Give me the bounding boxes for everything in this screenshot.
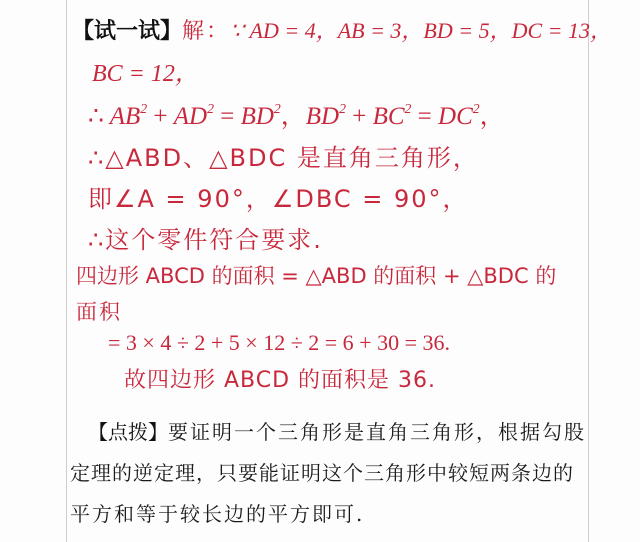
plus-2: +	[345, 103, 373, 130]
term-bc: BC	[372, 103, 405, 130]
solution-line-1	[72, 20, 612, 43]
solution-line-3	[88, 101, 505, 130]
square-ad: 2	[207, 101, 214, 116]
term-ad: AD	[173, 103, 208, 130]
separator: ，	[280, 103, 306, 130]
solution-line-4: ∴△ABD、△BDC 是直角三角形，	[88, 144, 479, 172]
try-it-tag: 【试一试】	[72, 19, 183, 44]
tip-line-2: 定理的逆定理，只要能证明这个三角形中较短两条边的	[70, 461, 574, 485]
solution-line-6: ∴这个零件符合要求.	[88, 226, 323, 254]
solution-line-8: 面积	[76, 300, 122, 324]
tip-text-1: 要证明一个三角形是直角三角形，根据勾股	[168, 420, 586, 444]
tip-line-1	[88, 422, 586, 442]
solution-line-7: 四边形 ABCD 的面积 = △ABD 的面积 + △BDC 的	[76, 264, 557, 288]
solution-line-2: BC = 12，	[92, 61, 199, 87]
term-ab: AB	[109, 103, 141, 130]
term-bd: BD	[240, 103, 274, 130]
square-bc: 2	[404, 101, 412, 116]
square-ab: 2	[140, 101, 148, 116]
equals-1: =	[213, 103, 241, 130]
solution-line-10: 故四边形 ABCD 的面积是 36.	[124, 368, 437, 393]
square-bd: 2	[273, 101, 281, 116]
left-border-line	[66, 0, 67, 542]
line-end: ，	[479, 103, 505, 130]
square-dc: 2	[472, 101, 480, 116]
tip-tag: 【点拨】	[88, 420, 168, 444]
equals-2: =	[411, 103, 439, 130]
solution-line-9: = 3 × 4 ÷ 2 + 5 × 12 ÷ 2 = 6 + 30 = 36.	[108, 330, 450, 355]
square-bd-2: 2	[339, 101, 346, 116]
term-dc: DC	[438, 103, 473, 130]
tip-line-3: 平方和等于较长边的平方即可.	[70, 502, 365, 526]
given-lengths: ∵ AD = 4，AB = 3，BD = 5，DC = 13，	[230, 18, 613, 43]
plus-1: +	[147, 103, 174, 130]
right-border-line	[588, 0, 589, 542]
solve-label: 解：	[182, 19, 231, 44]
solution-line-5: 即∠A = 90°，∠DBC = 90°，	[88, 185, 469, 213]
term-bd-2: BD	[305, 103, 340, 130]
therefore-symbol: ∴	[88, 103, 104, 130]
